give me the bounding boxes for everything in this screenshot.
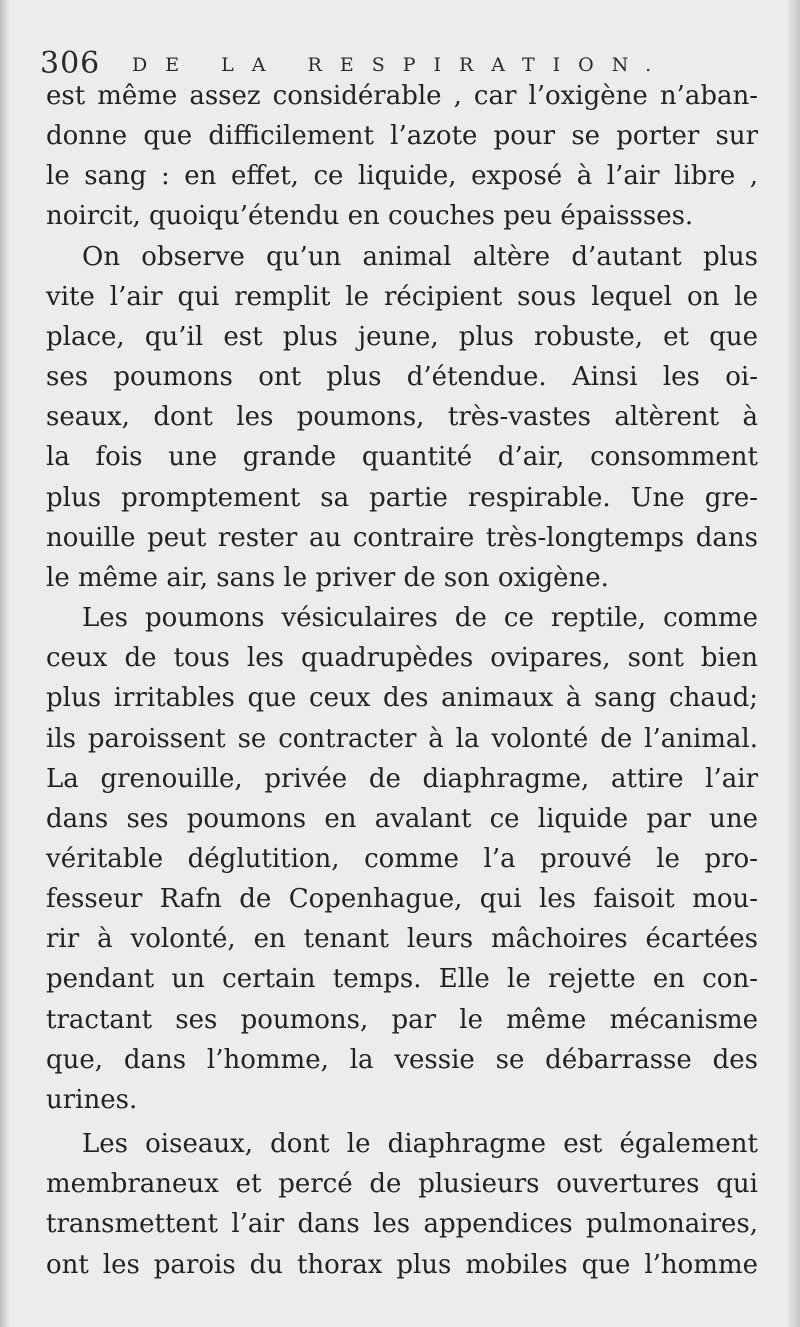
text-line: véritable déglutition, comme l’a prouvé le pro-	[46, 843, 758, 874]
text-line: que, dans l’homme, la vessie se débarrasse des	[46, 1044, 758, 1075]
text-line: la fois une grande quantité d’air, consomment	[46, 442, 758, 473]
text-line: ils paroissent se contracter à la volonté de l’animal.	[46, 723, 758, 754]
text-line: ceux de tous les quadrupèdes ovipares, sont bien	[46, 643, 758, 674]
text-line: donne que difficilement l’azote pour se porter sur	[46, 121, 758, 152]
text-line: urines.	[46, 1084, 138, 1115]
text-line: le sang : en effet, ce liquide, exposé à l’air libre ,	[46, 161, 758, 192]
text-line: pendant un certain temps. Elle le rejette en con-	[46, 964, 758, 995]
text-line: plus irritables que ceux des animaux à sang chaud;	[46, 683, 758, 714]
page-right-shadow	[786, 0, 800, 1327]
text-line: fesseur Rafn de Copenhague, qui les faisoit mou-	[46, 884, 758, 915]
body-text	[46, 76, 758, 1285]
text-line: rir à volonté, en tenant leurs mâchoires écartées	[46, 924, 758, 955]
text-line: plus promptement sa partie respirable. Une gre-	[46, 482, 758, 513]
text-line: nouille peut rester au contraire très-longtemps dans	[46, 522, 758, 553]
text-line: noircit, quoiqu’étendu en couches peu épaissses.	[46, 201, 694, 232]
text-line: ont les parois du thorax plus mobiles que l’homme	[46, 1249, 758, 1280]
text-line: La grenouille, privée de diaphragme, attire l’air	[46, 763, 758, 794]
page-left-shadow	[0, 0, 10, 1327]
text-line: membraneux et percé de plusieurs ouvertures qui	[46, 1169, 758, 1200]
text-line: dans ses poumons en avalant ce liquide par une	[46, 803, 758, 834]
text-line: On observe qu’un animal altère d’autant plus	[82, 241, 758, 272]
running-head: DE LA RESPIRATION.	[132, 54, 670, 76]
text-line: tractant ses poumons, par le même mécanisme	[46, 1004, 758, 1035]
text-line: place, qu’il est plus jeune, plus robuste, et que	[46, 321, 758, 352]
text-line: est même assez considérable , car l’oxigène n’aban-	[46, 81, 758, 111]
text-line: le même air, sans le priver de son oxigène.	[46, 562, 609, 593]
text-line: Les poumons vésiculaires de ce reptile, comme	[82, 603, 758, 634]
text-line: ses poumons ont plus d’étendue. Ainsi les oi-	[46, 362, 758, 393]
text-line: transmettent l’air dans les appendices pulmonaires,	[46, 1209, 758, 1240]
text-line: vite l’air qui remplit le récipient sous lequel on le	[46, 281, 758, 312]
text-line: Les oiseaux, dont le diaphragme est également	[82, 1129, 758, 1160]
page-number: 306	[40, 46, 101, 81]
text-line: seaux, dont les poumons, très-vastes altèrent à	[46, 402, 758, 433]
